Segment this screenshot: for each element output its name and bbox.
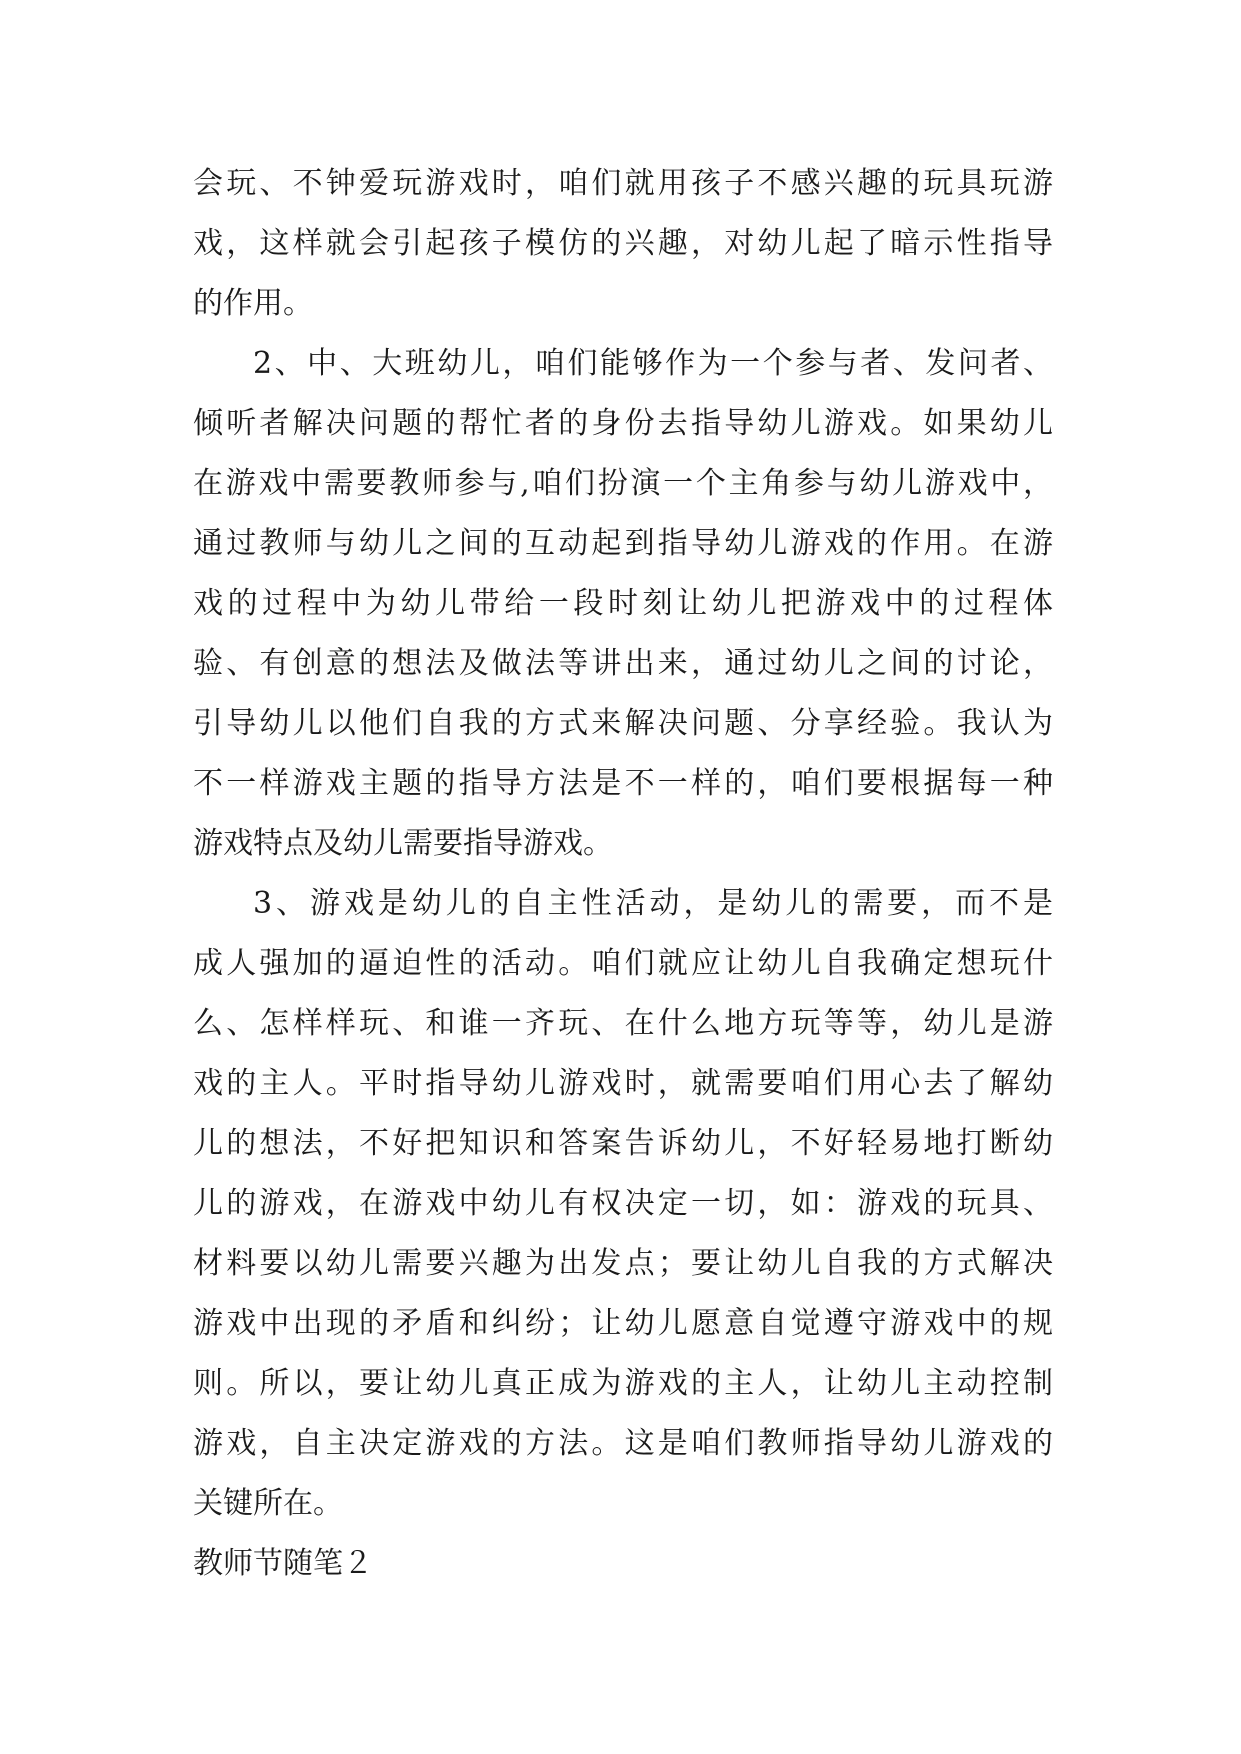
paragraph-2-line-8: 不一样游戏主题的指导方法是不一样的，咱们要根据每一种 <box>193 766 1053 801</box>
paragraph-3-line-11: 关键所在。 <box>193 1486 343 1521</box>
paragraph-3-line-6: 儿的游戏，在游戏中幼儿有权决定一切，如：游戏的玩具、 <box>193 1186 1053 1221</box>
paragraph-3-line-2: 成人强加的逼迫性的活动。咱们就应让幼儿自我确定想玩什 <box>193 946 1053 981</box>
paragraph-1-line-2: 戏，这样就会引起孩子模仿的兴趣，对幼儿起了暗示性指导 <box>193 226 1053 261</box>
paragraph-2-line-9: 游戏特点及幼儿需要指导游戏。 <box>193 826 613 861</box>
paragraph-2-line-7: 引导幼儿以他们自我的方式来解决问题、分享经验。我认为 <box>193 706 1053 741</box>
paragraph-3-line-7: 材料要以幼儿需要兴趣为出发点；要让幼儿自我的方式解决 <box>193 1246 1053 1281</box>
paragraph-2-line-5: 戏的过程中为幼儿带给一段时刻让幼儿把游戏中的过程体 <box>193 586 1053 621</box>
paragraph-2-line-4: 通过教师与幼儿之间的互动起到指导幼儿游戏的作用。在游 <box>193 526 1053 561</box>
paragraph-2-line-1: 2、中、大班幼儿，咱们能够作为一个参与者、发问者、 <box>253 346 1053 381</box>
paragraph-3-line-9: 则。所以，要让幼儿真正成为游戏的主人，让幼儿主动控制 <box>193 1366 1053 1401</box>
section-heading: 教师节随笔２ <box>193 1546 373 1581</box>
paragraph-3-line-1: 3、游戏是幼儿的自主性活动，是幼儿的需要，而不是 <box>253 886 1053 921</box>
paragraph-3-line-3: 么、怎样样玩、和谁一齐玩、在什么地方玩等等，幼儿是游 <box>193 1006 1053 1041</box>
paragraph-2-line-2: 倾听者解决问题的帮忙者的身份去指导幼儿游戏。如果幼儿 <box>193 406 1053 441</box>
paragraph-3-line-8: 游戏中出现的矛盾和纠纷；让幼儿愿意自觉遵守游戏中的规 <box>193 1306 1053 1341</box>
paragraph-3-line-5: 儿的想法，不好把知识和答案告诉幼儿，不好轻易地打断幼 <box>193 1126 1053 1161</box>
paragraph-3-line-4: 戏的主人。平时指导幼儿游戏时，就需要咱们用心去了解幼 <box>193 1066 1053 1101</box>
paragraph-3-line-10: 游戏，自主决定游戏的方法。这是咱们教师指导幼儿游戏的 <box>193 1426 1053 1461</box>
paragraph-2-line-6: 验、有创意的想法及做法等讲出来，通过幼儿之间的讨论， <box>193 646 1053 681</box>
paragraph-1-line-1: 会玩、不钟爱玩游戏时，咱们就用孩子不感兴趣的玩具玩游 <box>193 166 1053 201</box>
paragraph-2-line-3: 在游戏中需要教师参与,咱们扮演一个主角参与幼儿游戏中， <box>193 466 1053 501</box>
paragraph-1-line-3: 的作用。 <box>193 286 313 321</box>
